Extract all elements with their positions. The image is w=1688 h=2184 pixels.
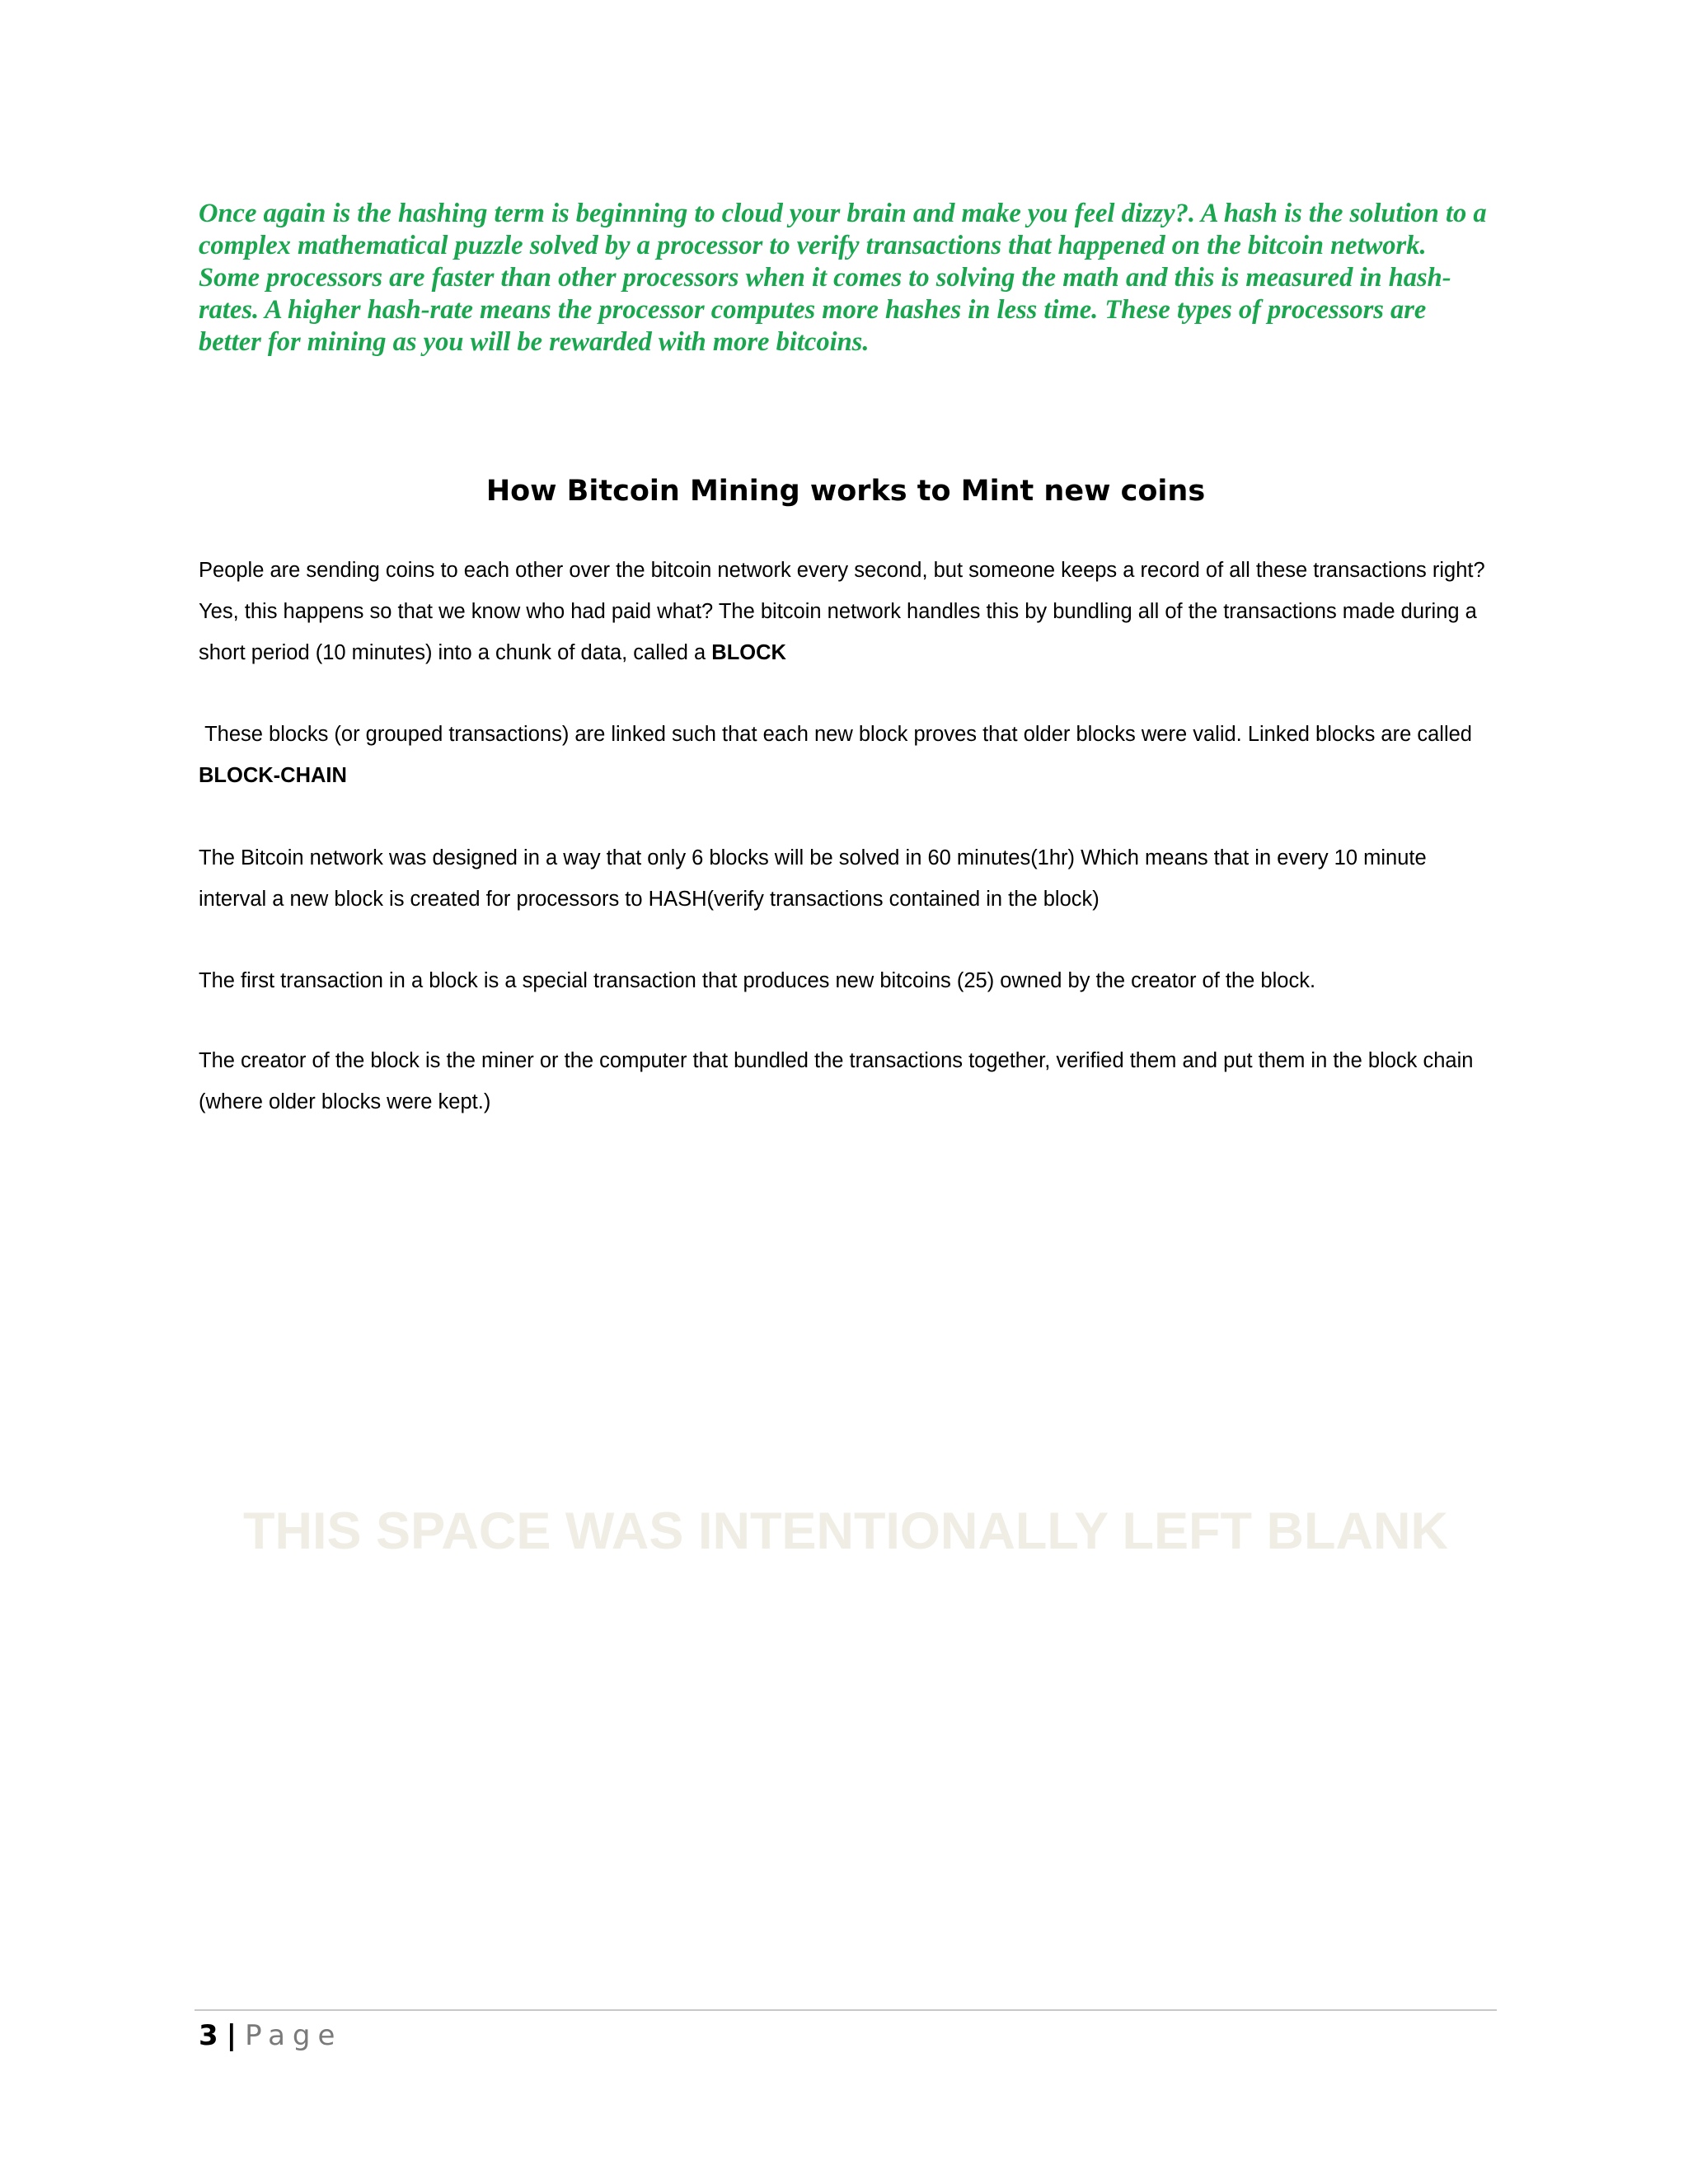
term-block-chain: BLOCK-CHAIN <box>199 764 347 787</box>
paragraph-block-definition <box>199 550 1493 673</box>
footer-separator: | <box>226 2019 237 2052</box>
footer-divider <box>195 2009 1497 2011</box>
intro-paragraph: Once again is the hashing term is beginning to cloud your brain and make you feel dizzy?. A hash is the solution to a complex mathematical puzzle solved by a processor to verify transactions that happened on the bitcoin network. Some processors are faster than other processors when it comes to solving the math and this is measured in hash-rates. A higher hash-rate means the processor computes more hashes in less time. These types of processors are better for mining as you will be rewarded with more bitcoins. <box>199 199 1487 357</box>
paragraph-block-timing: The Bitcoin network was designed in a way that only 6 blocks will be solved in 60 minutes(1hr) Which means that in every 10 minute interval a new block is created for processors to HASH(verify transactions contained in the block) <box>199 846 1427 911</box>
paragraph-text: These blocks (or grouped transactions) are linked such that each new block proves that older blocks were valid. Linked blocks are called <box>199 723 1479 746</box>
page-footer <box>199 2015 342 2056</box>
page-number: 3 <box>199 2019 218 2052</box>
term-block: BLOCK <box>711 641 786 664</box>
paragraph-block-creator: The creator of the block is the miner or the computer that bundled the transactions together, verified them and put them in the block chain (where older blocks were kept.) <box>199 1049 1474 1113</box>
page-label: Page <box>245 2019 343 2052</box>
blank-space-notice: THIS SPACE WAS INTENTIONALLY LEFT BLANK <box>243 1502 1448 1560</box>
section-heading: How Bitcoin Mining works to Mint new coins <box>485 475 1206 508</box>
paragraph-blockchain-definition <box>199 714 1493 796</box>
paragraph-text: People are sending coins to each other over the bitcoin network every second, but someone keeps a record of all these transactions right? Yes, this happens so that we know who had paid what? The bitcoin network handles this by bundling all of the transactions made during a short period (10 minutes) into a chunk of data, called a <box>199 559 1485 664</box>
paragraph-first-transaction: The first transaction in a block is a special transaction that produces new bitcoins (25) owned by the creator of the block. <box>199 969 1316 992</box>
